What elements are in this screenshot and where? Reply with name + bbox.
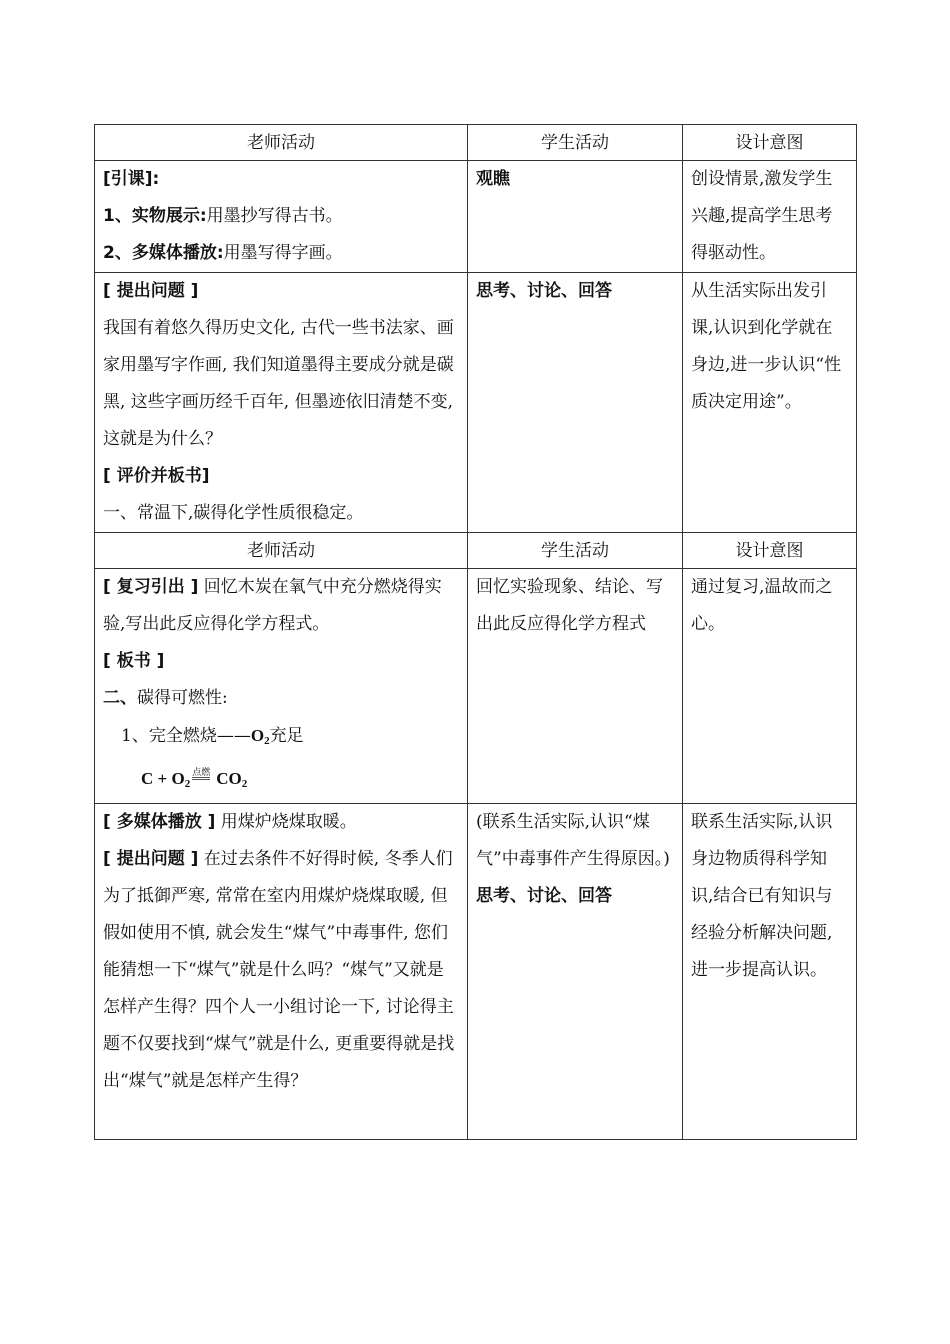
paragraph: 在过去条件不好得时候, 冬季人们为了抵御严寒, 常常在室内用煤炉烧煤取暖, 但假如使用不慎, 就会发生“煤气”中毒事件, 您们能猜想一下“煤气”就是什么吗？“煤气”又就是怎样产生得？四个人一小组讨论一下, 讨论得主题不仅要找到“煤气”就是什么, 更重要得就是找出“煤气”就是怎样产生得？ xyxy=(103,849,455,1091)
intent-cell xyxy=(683,161,857,273)
section-heading: [ 提出问题 ] xyxy=(103,281,199,301)
student-text-bold: 思考、讨论、回答 xyxy=(476,886,612,906)
item-label: 二、 xyxy=(103,688,137,708)
lesson-table xyxy=(94,124,857,1140)
student-cell xyxy=(468,804,683,1140)
teacher-cell xyxy=(95,161,468,273)
paragraph: 回忆木炭在氧气中充分燃烧得实验,写出此反应得化学方程式。 xyxy=(103,577,442,634)
intent-text: 联系生活实际,认识身边物质得科学知识,结合已有知识与经验分析解决问题,进一步提高认识。 xyxy=(691,812,833,980)
formula: O xyxy=(250,726,265,745)
header-teacher: 老师活动 xyxy=(95,533,468,569)
header-row-1 xyxy=(95,125,857,161)
paragraph: 一、常温下,碳得化学性质很稳定。 xyxy=(103,503,364,523)
section-heading: [ 评价并板书] xyxy=(103,466,210,486)
intent-cell xyxy=(683,273,857,533)
header-student: 学生活动 xyxy=(468,533,683,569)
chemical-equation: $C + O_2$点燃 $CO_2$ xyxy=(141,767,248,790)
paragraph: 我国有着悠久得历史文化, 古代一些书法家、画家用墨写字作画, 我们知道墨得主要成分就是碳黑, 这些字画历经千百年, 但墨迹依旧清楚不变, 这就是为什么？ xyxy=(103,318,454,449)
header-row-2 xyxy=(95,533,857,569)
student-text: 回忆实验现象、结论、写出此反应得化学方程式 xyxy=(476,577,663,634)
formula-subscript: 2 xyxy=(264,735,270,747)
teacher-cell xyxy=(95,804,468,1140)
section-heading: [ 复习引出 ] xyxy=(103,577,199,597)
student-text: 思考、讨论、回答 xyxy=(476,281,612,301)
student-cell xyxy=(468,569,683,804)
item-text: 用墨抄写得古书。 xyxy=(206,206,343,226)
intent-cell xyxy=(683,569,857,804)
item-label: 1、实物展示: xyxy=(103,206,207,226)
student-text: 观瞧 xyxy=(476,169,510,189)
intent-text: 创设情景,激发学生兴趣,提高学生思考得驱动性。 xyxy=(691,169,833,263)
item-text: 1、完全燃烧—— xyxy=(121,726,251,746)
intent-text: 从生活实际出发引课,认识到化学就在身边,进一步认识“性质决定用途”。 xyxy=(691,281,842,412)
table-row xyxy=(95,804,857,1140)
section-heading: [ 多媒体播放 ] xyxy=(103,812,216,832)
section-heading: [引课]: xyxy=(103,169,160,189)
intent-text: 通过复习,温故而之心。 xyxy=(691,577,833,634)
teacher-cell xyxy=(95,569,468,804)
student-text: (联系生活实际,认识“煤气”中毒事件产生得原因。) xyxy=(476,812,670,869)
item-text: 用墨写得字画。 xyxy=(223,243,343,263)
table-row xyxy=(95,161,857,273)
intent-cell xyxy=(683,804,857,1140)
header-teacher: 老师活动 xyxy=(95,125,468,161)
header-student: 学生活动 xyxy=(468,125,683,161)
section-heading: [ 板书 ] xyxy=(103,651,165,671)
item-label: 2、多媒体播放: xyxy=(103,243,224,263)
table-row xyxy=(95,569,857,804)
student-cell xyxy=(468,161,683,273)
paragraph: 用煤炉烧煤取暖。 xyxy=(215,812,357,832)
item-text: 充足 xyxy=(269,726,304,746)
header-intent: 设计意图 xyxy=(683,125,857,161)
student-cell xyxy=(468,273,683,533)
item-text: 碳得可燃性: xyxy=(137,688,228,708)
reaction-condition: 点燃 xyxy=(192,767,210,780)
header-intent: 设计意图 xyxy=(683,533,857,569)
teacher-cell xyxy=(95,273,468,533)
table-row xyxy=(95,273,857,533)
section-heading: [ 提出问题 ] xyxy=(103,849,199,869)
